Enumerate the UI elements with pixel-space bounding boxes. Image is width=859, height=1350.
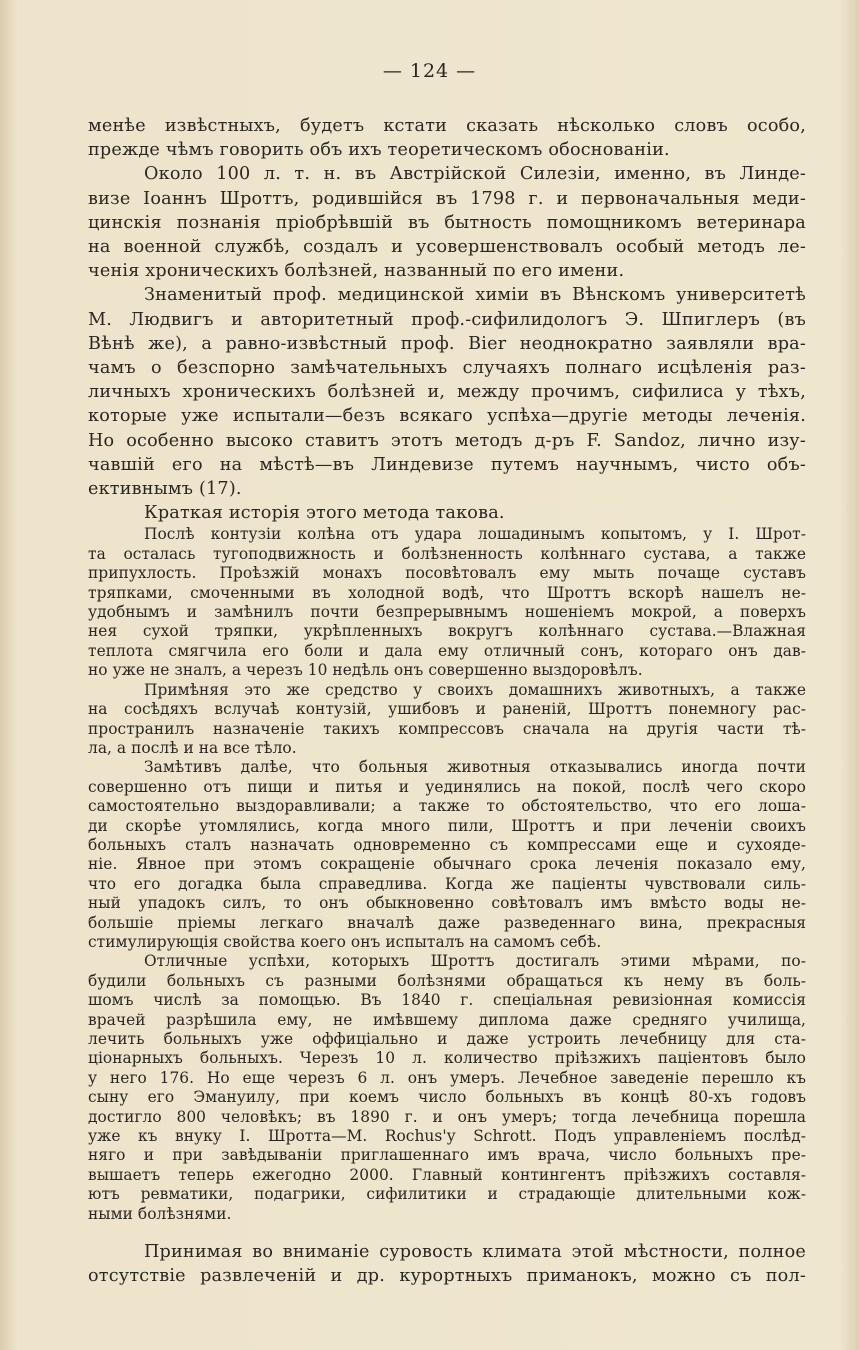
page-number: — 124 — (382, 60, 477, 82)
text-line: теплота смягчила его боли и дала ему отличный сонъ, котораго онъ дав- (88, 641, 806, 660)
text-line: Отличные успѣхи, которыхъ Шроттъ достигалъ этими мѣрами, по- (144, 952, 806, 971)
text-line: цинскія познанія пріобрѣвшій въ бытность помощникомъ ветеринара (88, 212, 806, 233)
text-line: лечить больныхъ уже оффиціально и даже устроить лечебницу для ста- (88, 1030, 806, 1049)
section-gap (88, 1224, 806, 1240)
paragraph (88, 283, 806, 501)
text-line: Знаменитый проф. медицинской химіи въ Вѣнскомъ университетѣ (144, 285, 806, 306)
text-line: ный упадокъ силъ, то онъ обыкновенно совѣтовалъ имъ вмѣсто воды не- (88, 894, 806, 913)
text-line: Послѣ контузіи колѣна отъ удара лошадинымъ копытомъ, у І. Шрот- (144, 525, 806, 544)
paragraph (88, 114, 806, 162)
text-line: ченія хроническихъ болѣзней, названный по его имени. (88, 261, 625, 282)
text-line: тряпками, смоченными въ холодной водѣ, что Шроттъ вскорѣ нашелъ не- (88, 583, 806, 602)
text-line: достигло 800 человѣкъ; въ 1890 г. и онъ умеръ; тогда лечебница порешла (88, 1107, 806, 1126)
paragraph (88, 952, 806, 1224)
text-line: но уже не зналъ, а черезъ 10 недѣль онъ совершенно выздоровѣлъ. (88, 661, 643, 680)
text-line: врачей разрѣшила ему, не имѣвшему диплома даже средняго училища, (88, 1010, 806, 1029)
text-line: совершенно отъ пищи и питья и уединялись на покой, послѣ чего скоро (88, 777, 806, 796)
text-line: Около 100 л. т. н. въ Австрійской Силезіи, именно, въ Линде- (144, 164, 806, 185)
text-line: у него 176. Но еще черезъ 6 л. онъ умеръ. Лечебное заведеніе перешло къ (88, 1068, 806, 1087)
text-line: ди скорѣе утомлялись, когда много пили, Шроттъ и при леченіи своихъ (88, 816, 806, 835)
text-line: которые уже испытали—безъ всякаго успѣха—другіе методы леченія. (88, 406, 806, 427)
text-line: самостоятельно выздоравливали; а также то обстоятельство, что его лоша- (88, 797, 806, 816)
text-line: на сосѣдяхъ вслучаѣ контузій, ушибовъ и раненій, Шроттъ понемногу рас- (88, 700, 806, 719)
text-line: сыну его Эмануилу, при коемъ число больныхъ въ концѣ 80-хъ годовъ (88, 1088, 806, 1107)
text-line: ла, а послѣ и на все тѣло. (88, 738, 297, 757)
text-line: Вѣнѣ же), а равно-извѣстный проф. Bier неоднократно заявляли вра- (88, 333, 806, 354)
text-line: Примѣняя это же средство у своихъ домашнихъ животныхъ, а также (144, 680, 806, 699)
text-line: Но особенно высоко ставитъ этотъ методъ д-ръ F. Sandoz, лично изу- (88, 430, 806, 451)
text-line: пространилъ назначеніе такихъ компрессовъ сначала на другія части тѣ- (88, 719, 806, 738)
text-line: стимулирующія свойства коего онъ испыталъ на самомъ себѣ. (88, 932, 602, 951)
text-line: припухлость. Проѣзжій монахъ посовѣтовалъ ему мыть почаще суставъ (88, 564, 806, 583)
paragraph (88, 162, 806, 283)
paragraph (88, 1240, 806, 1288)
text-line: няго и при завѣдываніи приглашеннаго имъ врача, число больныхъ пре- (88, 1146, 806, 1165)
text-line: ціонарныхъ больныхъ. Черезъ 10 л. количество пріѣзжихъ паціентовъ было (88, 1049, 806, 1068)
text-line: Принимая во вниманіе суровость климата этой мѣстности, полное (144, 1242, 806, 1263)
paragraph (88, 758, 806, 952)
text-line: на военной службѣ, создалъ и усовершенствовалъ особый методъ ле- (88, 237, 806, 258)
text-line: чавшій его на мѣстѣ—въ Линдевизе путемъ научнымъ, чисто объ- (88, 454, 806, 475)
text-line: шомъ числѣ за помощью. Въ 1840 г. спеціальная ревизіонная комиссія (88, 991, 806, 1010)
paragraph (88, 681, 806, 759)
text-line: ютъ ревматики, подагрики, сифилитики и страдающіе длительными кож- (88, 1185, 806, 1204)
text-line: что его догадка была справедлива. Когда же паціенты чувствовали силь- (88, 874, 806, 893)
text-line: М. Людвигъ и авторитетный проф.-сифилидологъ Э. Шпиглеръ (въ (88, 309, 806, 330)
text-line: прежде чѣмъ говорить объ ихъ теоретическомъ обоснованіи. (88, 140, 670, 161)
text-line: отсутствіе развлеченій и др. курортныхъ приманокъ, можно съ пол- (88, 1266, 806, 1287)
text-line: та осталась тугоподвижность и болѣзненность колѣннаго сустава, а также (88, 544, 806, 563)
text-line: Замѣтивъ далѣе, что больныя животныя отказывались иногда почти (144, 758, 806, 777)
text-line: ными болѣзнями. (88, 1204, 232, 1223)
text-line: вышаетъ теперь ежегодно 2000. Главный контингентъ пріѣзжихъ составля- (88, 1165, 806, 1184)
text-line: большіе пріемы легкаго вначалѣ даже разведеннаго вина, прекрасныя (88, 913, 806, 932)
text-line: ективнымъ (17). (88, 479, 242, 500)
text-line: будили больныхъ съ разными болѣзнями обращаться къ нему въ боль- (88, 971, 806, 990)
text-line: удобнымъ и замѣнилъ почти безпрерывнымъ ношеніемъ мокрой, а поверхъ (88, 603, 806, 622)
text-line: Краткая исторія этого метода такова. (144, 503, 505, 524)
text-line: ніе. Явное при этомъ сокращеніе обычнаго срока леченія показало ему, (88, 855, 806, 874)
text-line: визе Іоаннъ Шроттъ, родившійся въ 1798 г. и первоначальныя меди- (88, 188, 806, 209)
text-line: менѣе извѣстныхъ, будетъ кстати сказать нѣсколько словъ особо, (88, 116, 806, 136)
text-line: чамъ о безспорно замѣчательныхъ случаяхъ полнаго исцѣленія раз- (88, 358, 806, 379)
paragraph (88, 501, 806, 525)
text-line: больныхъ сталъ назначать одновременно съ компрессами еще и сухояде- (88, 835, 806, 854)
paragraph (88, 525, 806, 680)
text-line: нея сухой тряпки, укрѣпленныхъ вокругъ колѣннаго сустава.—Влажная (88, 622, 806, 641)
text-line: уже къ внуку І. Шротта—M. Rochus'у Schrott. Подъ управленіемъ послѣд- (88, 1127, 806, 1146)
body-text (88, 114, 806, 1288)
text-line: личныхъ хроническихъ болѣзней и, между прочимъ, сифилиса у тѣхъ, (88, 382, 806, 403)
